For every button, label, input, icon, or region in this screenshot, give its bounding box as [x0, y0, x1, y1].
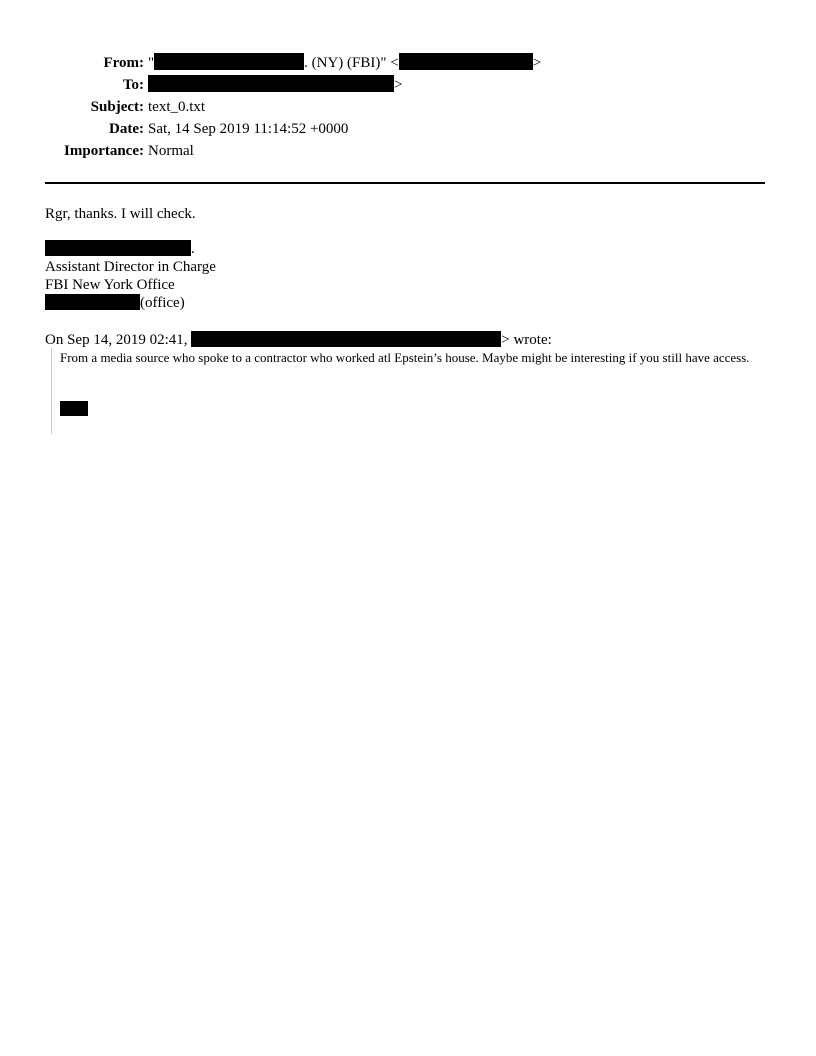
reply-text: Rgr, thanks. I will check.: [45, 206, 196, 222]
from-label: From:: [103, 55, 144, 71]
redaction-box: [45, 294, 140, 310]
to-label: To:: [122, 77, 144, 93]
redaction-box: [45, 240, 191, 256]
quote-attribution: [45, 331, 552, 349]
to-row: [0, 74, 816, 96]
subject-value: text_0.txt: [148, 99, 206, 115]
redaction-box: [148, 75, 394, 92]
quoted-signature: [60, 400, 88, 418]
date-row: [0, 118, 816, 140]
redaction-box: [154, 53, 304, 70]
from-open-quote: ": [148, 55, 155, 71]
quoted-text: From a media source who spoke to a contractor who worked atl Epstein’s house. Maybe might be interesting if you still have access.: [60, 350, 750, 365]
to-value: [148, 74, 402, 96]
redaction-box: [191, 331, 501, 347]
from-close: >: [532, 55, 542, 71]
from-value: [148, 52, 541, 74]
subject-label: Subject:: [90, 99, 144, 115]
signature-phone-line: [45, 294, 216, 312]
redaction-box: [399, 53, 533, 70]
signature-title: Assistant Director in Charge: [45, 259, 216, 275]
date-label: Date:: [109, 121, 144, 137]
email-header: [0, 52, 816, 162]
signature-office: FBI New York Office: [45, 277, 175, 293]
importance-label: Importance:: [64, 143, 144, 159]
signature-name-line: [45, 240, 216, 258]
to-close: >: [394, 77, 403, 93]
signature-block: [45, 240, 216, 312]
redaction-box: [60, 401, 88, 416]
header-divider: [45, 182, 765, 184]
attribution-prefix: On Sep 14, 2019 02:41,: [45, 332, 188, 348]
from-row: [0, 52, 816, 74]
subject-row: [0, 96, 816, 118]
signature-phone-suffix: (office): [140, 295, 185, 311]
importance-value: Normal: [148, 143, 194, 159]
date-value: Sat, 14 Sep 2019 11:14:52 +0000: [148, 121, 349, 137]
signature-name-suffix: .: [191, 241, 195, 257]
importance-row: [0, 140, 816, 162]
from-name-suffix: . (NY) (FBI)" <: [304, 55, 399, 71]
quoted-message: [51, 348, 766, 434]
attribution-suffix: > wrote:: [501, 332, 552, 348]
